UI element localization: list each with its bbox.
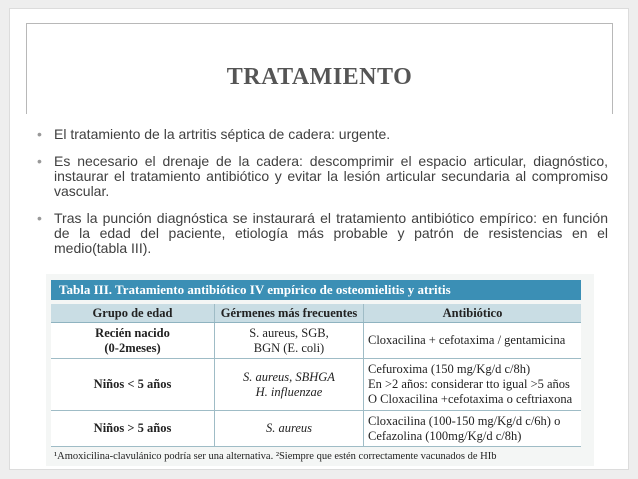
cell-age: Niños > 5 años (51, 411, 215, 447)
cell-germs: S. aureus, SBHGA H. influenzae (215, 359, 364, 411)
bullet-item: • El tratamiento de la artritis séptica de cadera: urgente. (37, 126, 391, 142)
cell-antibiotic: Cloxacilina + cefotaxima / gentamicina (364, 323, 582, 359)
treatment-table-image (46, 274, 594, 466)
cell-antibiotic: Cloxacilina (100-150 mg/Kg/d c/6h) o Cefazolina (100mg/Kg/d c/8h) (364, 411, 582, 447)
header-age-group: Grupo de edad (51, 304, 215, 323)
title-frame (26, 23, 613, 114)
header-antibiotic: Antibiótico (364, 304, 582, 323)
cell-antibiotic: Cefuroxima (150 mg/Kg/d c/8h) En >2 años: considerar tto igual >5 años O Cloxacilina +cefotaxima o ceftriaxona (364, 359, 582, 411)
cell-age: Niños < 5 años (51, 359, 215, 411)
bullet-dot-icon: • (37, 153, 42, 169)
bullet-list (30, 127, 608, 268)
table-caption: Tabla III. Tratamiento antibiótico IV empírico de osteomielitis y atritis (51, 280, 581, 300)
table-row (51, 411, 581, 447)
treatment-table (51, 304, 581, 447)
cell-germs: S. aureus (215, 411, 364, 447)
table-row (51, 323, 581, 359)
cell-germs: S. aureus, SGB, BGN (E. coli) (215, 323, 364, 359)
cell-age: Recién nacido (0-2meses) (51, 323, 215, 359)
bullet-dot-icon: • (37, 210, 42, 226)
table-row (51, 359, 581, 411)
slide-title: TRATAMIENTO (226, 64, 413, 90)
bullet-item: • Tras la punción diagnóstica se instaurará el tratamiento antibiótico empírico: en función de la edad del paciente, etiología más probable y patrón de resistencias en el medio(tabla III). (37, 210, 608, 256)
slide (9, 8, 629, 470)
bullet-dot-icon: • (37, 126, 42, 142)
table-footnote: ¹Amoxicilina-clavulánico podría ser una alternativa. ²Siempre que estén correctamente vacunados de HIb (54, 451, 497, 462)
bullet-item: • Es necesario el drenaje de la cadera: descomprimir el espacio articular, diagnóstico, instaurar el tratamiento antibiótico y evitar la lesión articular secundaria al compromiso vascular. (37, 153, 608, 199)
header-germs: Gérmenes más frecuentes (215, 304, 364, 323)
